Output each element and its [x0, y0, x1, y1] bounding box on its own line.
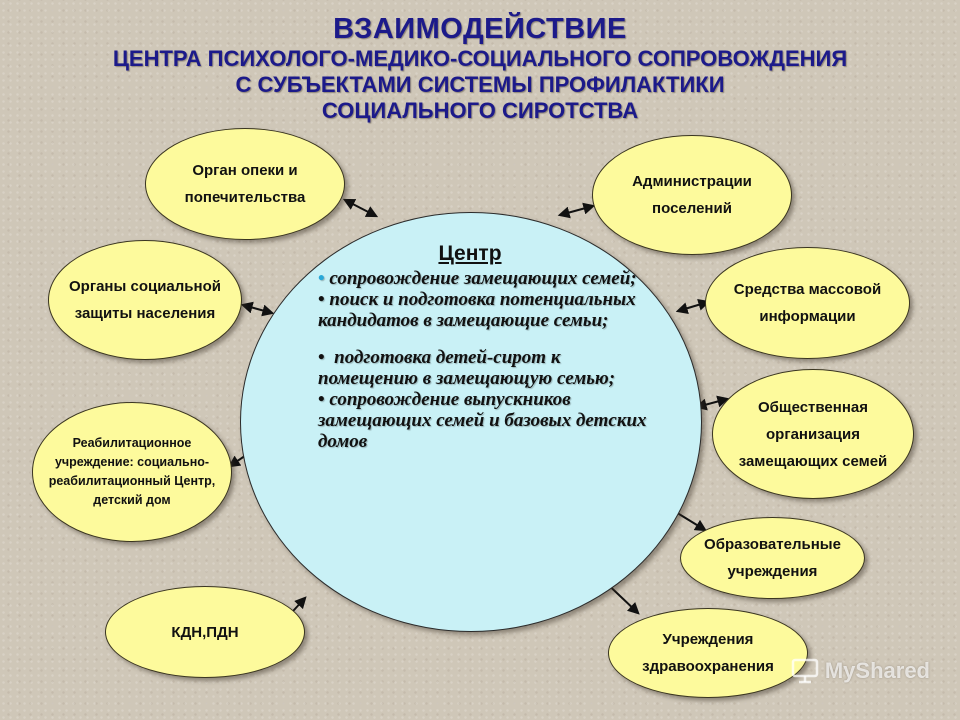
node-public-org-label: Общественная организация замещающих семей — [738, 398, 888, 470]
arrow-social-protection — [243, 305, 272, 313]
arrow-media — [678, 302, 708, 311]
node-social-protection-label: Органы социальной защиты населения — [69, 278, 221, 322]
node-kdn[interactable] — [105, 586, 305, 678]
bullet-icon: • — [318, 389, 325, 410]
node-media-label: Средства массовой информации — [733, 281, 882, 325]
arrow-guardianship — [345, 200, 376, 216]
bullet-icon: • — [318, 268, 325, 289]
watermark — [791, 658, 930, 684]
node-education[interactable] — [680, 517, 865, 599]
arrow-administrations — [560, 206, 593, 215]
watermark-text: MyShared — [824, 658, 930, 683]
node-healthcare-label: Учреждения здравоохранения — [642, 631, 774, 675]
node-administrations[interactable] — [592, 135, 792, 255]
bullet-icon: • — [318, 347, 325, 368]
title-line-2: С СУБЪЕКТАМИ СИСТЕМЫ ПРОФИЛАКТИКИ — [235, 72, 725, 97]
center-item-2: • поиск и подготовка потенциальных кандидатов в замещающие семьи; — [318, 289, 636, 331]
node-education-label: Образовательные учреждения — [704, 536, 841, 580]
center-items — [318, 268, 658, 452]
title-main: ВЗАИМОДЕЙСТВИЕ — [333, 13, 627, 45]
node-guardianship[interactable] — [145, 128, 345, 240]
node-rehab-label: Реабилитационное учреждение: социально-реабилитационный Центр, детский дом — [48, 436, 216, 507]
node-public-org[interactable] — [712, 369, 914, 499]
presentation-board-icon — [791, 658, 819, 684]
center-item-1: • сопровождение замещающих семей; — [318, 268, 637, 289]
bullet-icon: • — [318, 289, 325, 310]
node-kdn-label: КДН,ПДН — [171, 623, 239, 641]
center-item-3: • подготовка детей-сирот к помещению в замещающую семью; — [318, 347, 616, 389]
node-rehab[interactable] — [32, 402, 232, 542]
node-administrations-label: Администрации поселений — [632, 173, 752, 217]
title-line-1: ЦЕНТРА ПСИХОЛОГО-МЕДИКО-СОЦИАЛЬНОГО СОПРОВОЖДЕНИЯ — [112, 46, 848, 71]
node-guardianship-label: Орган опеки и попечительства — [184, 162, 306, 206]
center-item-4: • сопровождение выпускников замещающих семей и базовых детских домов — [318, 389, 647, 452]
node-healthcare[interactable] — [608, 608, 808, 698]
center-title: Центр — [438, 242, 502, 265]
title-line-3: СОЦИАЛЬНОГО СИРОТСТВА — [321, 98, 639, 123]
